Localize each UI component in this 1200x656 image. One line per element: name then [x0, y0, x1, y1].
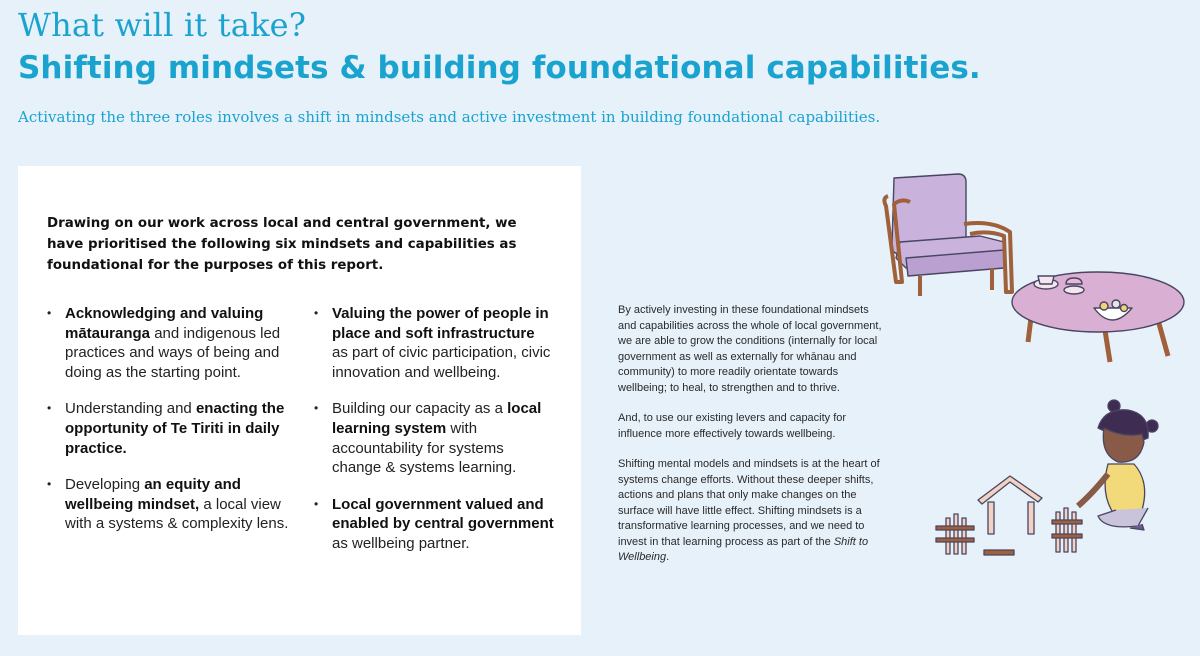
item-text: Understanding and — [65, 400, 196, 418]
list-item — [47, 304, 292, 382]
item-bold: Acknowledging and valuing mātauranga — [65, 305, 264, 342]
side-text-emphasis: Shift to Wellbeing — [618, 535, 869, 563]
side-paragraph — [618, 457, 888, 566]
item-text: a local view with a systems & complexity lens. — [65, 495, 289, 533]
list-item — [314, 304, 554, 382]
side-text-run: Shifting mental models and mindsets is at the heart of systems change efforts. Without these deeper shifts, actions and plans that only make changes on the surface will have little effect. Shifting mindsets is a transformative learning processes, and we need to invest in that learning process as part of the — [618, 458, 880, 548]
item-text: as part of civic participation, civic innovation and wellbeing. — [332, 344, 551, 381]
side-paragraph: By actively investing in these foundational mindsets and capabilities across the whole of local government, we are able to grow the conditions (internally for local government as well as externally for whānau and community) to more readily orientate towards wellbeing; to heal, to strengthen and to thrive. — [618, 304, 882, 394]
page-subtitle: Activating the three roles involves a shift in mindsets and active investment in building foundational capabilities. — [18, 108, 881, 126]
capabilities-card — [18, 166, 581, 635]
item-text: as wellbeing partner. — [332, 534, 470, 552]
side-text-run: . — [666, 551, 670, 563]
sofa-illustration — [880, 172, 1028, 300]
item-bold: Valuing the power of people in place and soft infrastructure — [332, 305, 549, 342]
card-intro: Drawing on our work across local and central government, we have prioritised the following six mindsets and capabilities as foundational for the purposes of this report. — [47, 216, 517, 273]
item-text: and indigenous led practices and ways of being and doing as the starting point. — [65, 324, 281, 381]
list-item — [314, 399, 554, 477]
item-bold: an equity and wellbeing mindset, — [65, 476, 241, 513]
side-text — [618, 303, 888, 581]
list-item — [314, 495, 554, 554]
item-text: Developing — [65, 476, 145, 494]
item-text: with accountability for systems change & systems learning. — [332, 419, 517, 477]
list-item — [47, 475, 292, 534]
child-playing-illustration — [928, 398, 1168, 564]
item-bold: local learning system — [332, 400, 542, 437]
side-paragraph: And, to use our existing levers and capacity for influence more effectively towards wellbeing. — [618, 412, 847, 440]
capabilities-list-right — [314, 304, 554, 571]
list-item — [47, 399, 292, 458]
item-text: Building our capacity as a — [332, 400, 508, 418]
capabilities-list-left — [47, 304, 292, 551]
header-question: What will it take? — [18, 6, 307, 44]
page-title: Shifting mindsets & building foundational capabilities. — [18, 50, 981, 86]
item-bold: enacting the opportunity of Te Tiriti in daily practice. — [65, 400, 285, 457]
item-bold: Local government valued and enabled by central government — [332, 495, 554, 533]
coffee-table-illustration — [1008, 262, 1186, 372]
